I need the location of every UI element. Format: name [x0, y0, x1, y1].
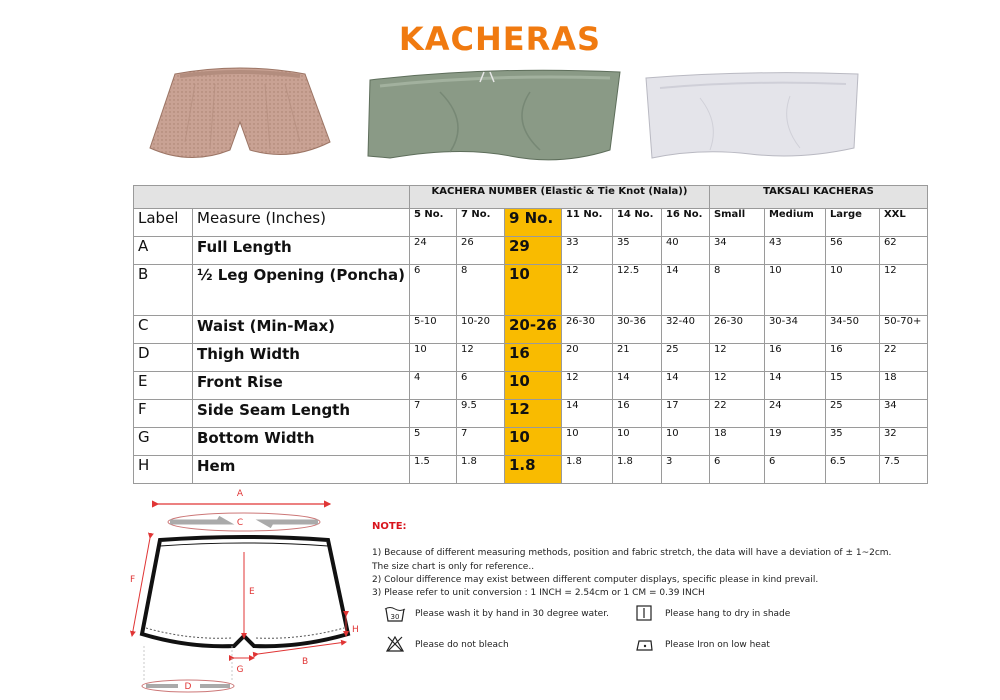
- dimension-c-label: C: [236, 518, 244, 528]
- table-cell: 30-34: [764, 316, 825, 344]
- table-row: [134, 372, 928, 400]
- care-bleach-text: Please do not bleach: [415, 640, 509, 650]
- table-cell: 12: [709, 372, 764, 400]
- row-label: F: [134, 400, 193, 428]
- table-cell: 24: [409, 237, 456, 265]
- table-cell: 32: [879, 428, 927, 456]
- row-measure: Bottom Width: [193, 428, 410, 456]
- size-header: 16 No.: [661, 209, 709, 237]
- no-bleach-icon: [386, 636, 404, 652]
- table-cell: 12.5: [612, 265, 661, 316]
- table-cell: 22: [709, 400, 764, 428]
- group-header-taksali: TAKSALI KACHERAS: [709, 186, 927, 209]
- table-cell-highlighted: 1.8: [504, 456, 561, 484]
- table-cell: 16: [764, 344, 825, 372]
- table-body: [134, 237, 928, 484]
- table-cell: 1.8: [561, 456, 612, 484]
- table-cell: 15: [825, 372, 879, 400]
- table-cell: 4: [409, 372, 456, 400]
- table-cell: 10: [561, 428, 612, 456]
- size-header: 5 No.: [409, 209, 456, 237]
- row-measure: Full Length: [193, 237, 410, 265]
- table-cell: 26: [456, 237, 504, 265]
- note-line-4: 3) Please refer to unit conversion : 1 INCH = 2.54cm or 1 CM = 0.39 INCH: [372, 588, 705, 598]
- table-row: [134, 400, 928, 428]
- table-cell: 14: [561, 400, 612, 428]
- header-blank-cell: [134, 186, 410, 209]
- column-header-measure: Measure (Inches): [193, 209, 410, 237]
- table-cell: 22: [879, 344, 927, 372]
- row-label: B: [134, 265, 193, 316]
- table-cell: 17: [661, 400, 709, 428]
- table-cell: 14: [764, 372, 825, 400]
- table-cell: 1.8: [456, 456, 504, 484]
- care-wash-text: Please wash it by hand in 30 degree water.: [415, 609, 609, 619]
- size-header: 11 No.: [561, 209, 612, 237]
- table-cell: 12: [456, 344, 504, 372]
- table-cell: 56: [825, 237, 879, 265]
- table-cell: 6: [409, 265, 456, 316]
- size-header: 7 No.: [456, 209, 504, 237]
- size-header-highlighted: 9 No.: [504, 209, 561, 237]
- table-cell: 6: [709, 456, 764, 484]
- table-size-header-row: [134, 209, 928, 237]
- table-cell: 24: [764, 400, 825, 428]
- table-cell: 43: [764, 237, 825, 265]
- table-cell: 18: [709, 428, 764, 456]
- table-cell: 12: [879, 265, 927, 316]
- table-cell: 10: [661, 428, 709, 456]
- size-header: XXL: [879, 209, 927, 237]
- size-chart-table: [133, 185, 928, 484]
- table-cell: 25: [825, 400, 879, 428]
- table-cell-highlighted: 10: [504, 372, 561, 400]
- table-row: [134, 237, 928, 265]
- table-cell-highlighted: 10: [504, 428, 561, 456]
- note-line-3: 2) Colour difference may exist between different computer displays, specific please in kind prevail.: [372, 575, 819, 585]
- table-cell: 35: [825, 428, 879, 456]
- table-cell: 1.5: [409, 456, 456, 484]
- table-cell: 10: [825, 265, 879, 316]
- table-group-header-row: [134, 186, 928, 209]
- row-label: H: [134, 456, 193, 484]
- low-iron-icon: [634, 638, 654, 652]
- size-header: Small: [709, 209, 764, 237]
- table-cell: 6.5: [825, 456, 879, 484]
- care-iron-text: Please Iron on low heat: [665, 640, 770, 650]
- table-cell: 10: [764, 265, 825, 316]
- table-cell: 33: [561, 237, 612, 265]
- dimension-h-label: H: [352, 625, 359, 635]
- size-header: Large: [825, 209, 879, 237]
- table-cell: 62: [879, 237, 927, 265]
- table-cell: 14: [612, 372, 661, 400]
- measurement-diagram: [120, 486, 370, 700]
- table-cell: 14: [661, 265, 709, 316]
- table-cell: 6: [456, 372, 504, 400]
- row-label: E: [134, 372, 193, 400]
- care-hang-text: Please hang to dry in shade: [665, 609, 791, 619]
- table-cell: 40: [661, 237, 709, 265]
- dimension-b-label: B: [302, 657, 309, 667]
- note-line-1: 1) Because of different measuring methods, position and fabric stretch, the data will have a deviation of ± 1~2cm.: [372, 548, 892, 558]
- column-header-label: Label: [134, 209, 193, 237]
- table-cell: 34: [879, 400, 927, 428]
- table-cell: 10-20: [456, 316, 504, 344]
- kachera-photo-white: [640, 68, 864, 164]
- table-cell: 7: [456, 428, 504, 456]
- table-cell: 34-50: [825, 316, 879, 344]
- row-label: A: [134, 237, 193, 265]
- size-header: 14 No.: [612, 209, 661, 237]
- table-cell: 3: [661, 456, 709, 484]
- dimension-e-label: E: [249, 587, 255, 597]
- table-cell-highlighted: 20-26: [504, 316, 561, 344]
- svg-text:30: 30: [390, 613, 400, 621]
- table-cell: 25: [661, 344, 709, 372]
- table-cell: 50-70+: [879, 316, 927, 344]
- dimension-a-label: A: [236, 489, 244, 499]
- table-row: [134, 456, 928, 484]
- table-cell: 26-30: [561, 316, 612, 344]
- table-cell: 12: [709, 344, 764, 372]
- table-row: [134, 344, 928, 372]
- table-cell-highlighted: 10: [504, 265, 561, 316]
- table-cell-highlighted: 29: [504, 237, 561, 265]
- table-cell: 5-10: [409, 316, 456, 344]
- row-measure: Side Seam Length: [193, 400, 410, 428]
- table-cell: 1.8: [612, 456, 661, 484]
- page-title: KACHERAS: [398, 20, 602, 58]
- table-cell: 8: [456, 265, 504, 316]
- table-row: [134, 428, 928, 456]
- hang-dry-icon: [635, 604, 653, 622]
- row-measure: Hem: [193, 456, 410, 484]
- table-cell: 5: [409, 428, 456, 456]
- table-cell-highlighted: 16: [504, 344, 561, 372]
- row-measure: Thigh Width: [193, 344, 410, 372]
- dimension-f-label: F: [130, 575, 136, 585]
- table-cell: 34: [709, 237, 764, 265]
- table-cell: 18: [879, 372, 927, 400]
- kachera-photo-pink: [140, 62, 340, 174]
- table-cell: 8: [709, 265, 764, 316]
- row-label: G: [134, 428, 193, 456]
- note-line-2: The size chart is only for reference..: [372, 562, 535, 572]
- table-cell: 6: [764, 456, 825, 484]
- dimension-g-label: G: [236, 665, 244, 675]
- row-label: C: [134, 316, 193, 344]
- table-cell: 19: [764, 428, 825, 456]
- table-cell: 10: [612, 428, 661, 456]
- table-cell: 7.5: [879, 456, 927, 484]
- row-measure: Waist (Min-Max): [193, 316, 410, 344]
- table-cell: 9.5: [456, 400, 504, 428]
- shorts-outline: [142, 537, 348, 646]
- row-measure: Front Rise: [193, 372, 410, 400]
- table-cell: 35: [612, 237, 661, 265]
- table-cell: 16: [825, 344, 879, 372]
- table-cell: 14: [661, 372, 709, 400]
- table-cell: 12: [561, 265, 612, 316]
- row-label: D: [134, 344, 193, 372]
- table-cell: 16: [612, 400, 661, 428]
- table-cell-highlighted: 12: [504, 400, 561, 428]
- table-cell: 10: [409, 344, 456, 372]
- table-cell: 7: [409, 400, 456, 428]
- kachera-photo-green: [360, 62, 630, 166]
- table-cell: 20: [561, 344, 612, 372]
- size-header: Medium: [764, 209, 825, 237]
- hand-wash-icon: [384, 605, 406, 623]
- note-title: NOTE:: [372, 521, 407, 532]
- group-header-kachera-number: KACHERA NUMBER (Elastic & Tie Knot (Nala)): [409, 186, 709, 209]
- dimension-d-label: D: [184, 682, 192, 692]
- table-cell: 21: [612, 344, 661, 372]
- row-measure: ½ Leg Opening (Poncha): [193, 265, 410, 316]
- table-cell: 30-36: [612, 316, 661, 344]
- table-row: [134, 316, 928, 344]
- table-cell: 26-30: [709, 316, 764, 344]
- table-row: [134, 265, 928, 316]
- table-cell: 32-40: [661, 316, 709, 344]
- table-cell: 12: [561, 372, 612, 400]
